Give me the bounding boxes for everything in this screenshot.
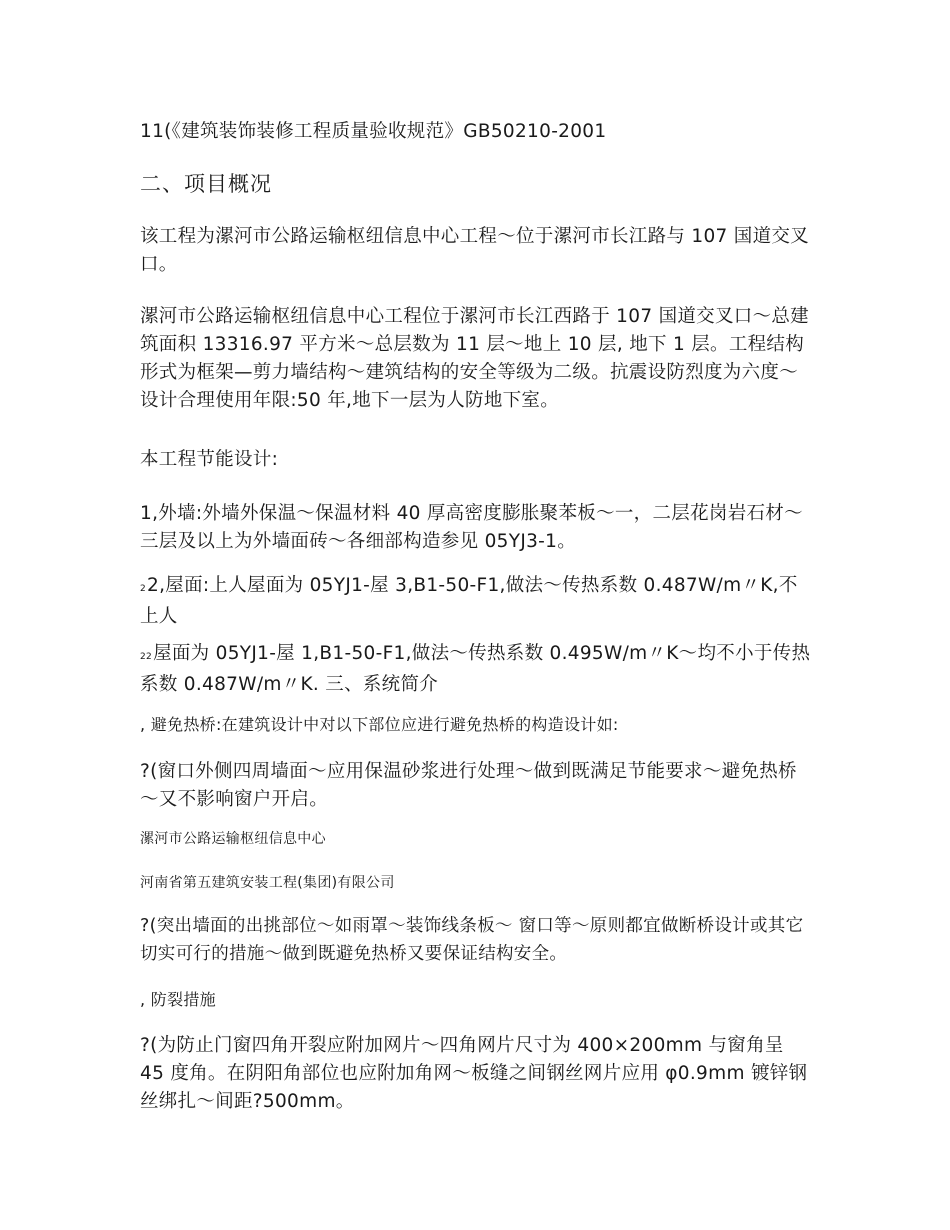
paragraph-roof-continued-text: 屋面为 05YJ1-屋 1,B1-50-F1,做法～传热系数 0.495W/m〃K～均不小于传热系数 0.487W/m〃K. 三、系统简介 bbox=[140, 643, 811, 695]
paragraph-roof-text: 2,屋面:上人屋面为 05YJ1-屋 3,B1-50-F1,做法～传热系数 0.487W/m〃K,不上人 bbox=[140, 575, 798, 627]
paragraph-roof bbox=[140, 572, 812, 631]
paragraph-project-details: 漯河市公路运输枢纽信息中心工程位于漯河市长江西路于 107 国道交叉口～总建筑面积 13316.97 平方米～总层数为 11 层～地上 10 层, 地下 1 层。工程结构形式为框架—剪力墙结构～建筑结构的安全等级为二级。抗震设防烈度为六度～设计合理使用年限:50 年,地下一层为人防地下室。 bbox=[140, 306, 809, 411]
paragraph-crack-prevention-details: ?(为防止门窗四角开裂应附加网片～四角网片尺寸为 400×200mm 与窗角呈 45 度角。在阴阳角部位也应附加角网～板缝之间钢丝网片应用 φ0.9mm 镀锌钢丝绑扎～间距?500mm。 bbox=[140, 1035, 808, 1112]
reference-line: 11(《建筑装饰装修工程质量验收规范》GB50210-2001 bbox=[140, 121, 607, 142]
paragraph-protruding-parts: ?(突出墙面的出挑部位～如雨罩～装饰线条板～ 窗口等～原则都宜做断桥设计或其它切实可行的措施～做到既避免热桥又要保证结构安全。 bbox=[140, 916, 804, 964]
paragraph-energy-design-title: 本工程节能设计: bbox=[140, 449, 279, 470]
superscript-mark: 2 bbox=[140, 584, 147, 594]
paragraph-roof-continued bbox=[140, 640, 812, 699]
page-header-project-name: 漯河市公路运输枢纽信息中心 bbox=[140, 831, 326, 847]
section-heading-project-overview: 二、项目概况 bbox=[140, 172, 272, 196]
paragraph-window-perimeter: ?(窗口外侧四周墙面～应用保温砂浆进行处理～做到既满足节能要求～避免热桥～又不影响窗户开启。 bbox=[140, 761, 797, 810]
paragraph-crack-prevention-title: , 防裂措施 bbox=[140, 990, 216, 1009]
page-header-company-name: 河南省第五建筑安装工程(集团)有限公司 bbox=[140, 875, 395, 891]
paragraph-external-wall: 1,外墙:外墙外保温～保温材料 40 厚高密度膨胀聚苯板～一，二层花岗岩石材～三层及以上为外墙面砖～各细部构造参见 05YJ3-1。 bbox=[140, 503, 803, 552]
paragraph-thermal-bridge: , 避免热桥:在建筑设计中对以下部位应进行避免热桥的构造设计如: bbox=[140, 715, 619, 734]
paragraph-project-location: 该工程为漯河市公路运输枢纽信息中心工程～位于漯河市长江路与 107 国道交叉口。 bbox=[140, 226, 809, 275]
superscript-mark: 22 bbox=[140, 652, 153, 662]
